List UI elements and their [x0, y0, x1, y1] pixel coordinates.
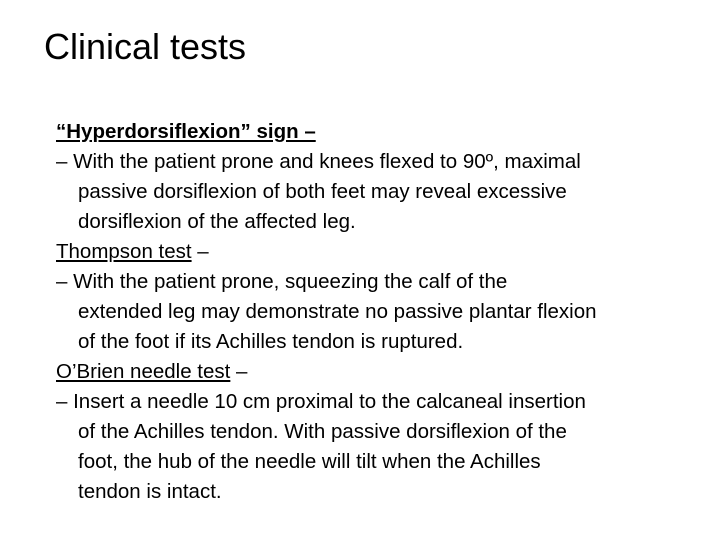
bullet-line: – Insert a needle 10 cm proximal to the calcaneal insertion: [56, 390, 586, 413]
bullet-line: – With the patient prone and knees flexed to 90º, maximal: [56, 150, 581, 173]
bullet-line: – With the patient prone, squeezing the calf of the: [56, 270, 508, 293]
test-name: Thompson test: [56, 240, 192, 263]
test-name: O’Brien needle test: [56, 360, 231, 383]
test-heading-hyperdorsiflexion: [56, 117, 706, 147]
bullet-line: foot, the hub of the needle will tilt when the Achilles: [78, 450, 541, 473]
bullet-line: dorsiflexion of the affected leg.: [78, 210, 356, 233]
bullet-line: tendon is intact.: [78, 480, 222, 503]
test-heading-obrien: [56, 357, 706, 387]
slide-body: [56, 117, 706, 507]
slide-title: Clinical tests: [44, 26, 247, 67]
test-separator: –: [191, 240, 209, 263]
test-separator: –: [230, 360, 248, 383]
test-heading-thompson: [56, 237, 706, 267]
bullet-line: passive dorsiflexion of both feet may reveal excessive: [78, 180, 567, 203]
bullet-line: extended leg may demonstrate no passive plantar flexion: [78, 300, 597, 323]
bullet-line: of the Achilles tendon. With passive dorsiflexion of the: [78, 420, 567, 443]
bullet-line: of the foot if its Achilles tendon is ruptured.: [78, 330, 464, 353]
test-name: “Hyperdorsiflexion” sign –: [56, 120, 316, 143]
